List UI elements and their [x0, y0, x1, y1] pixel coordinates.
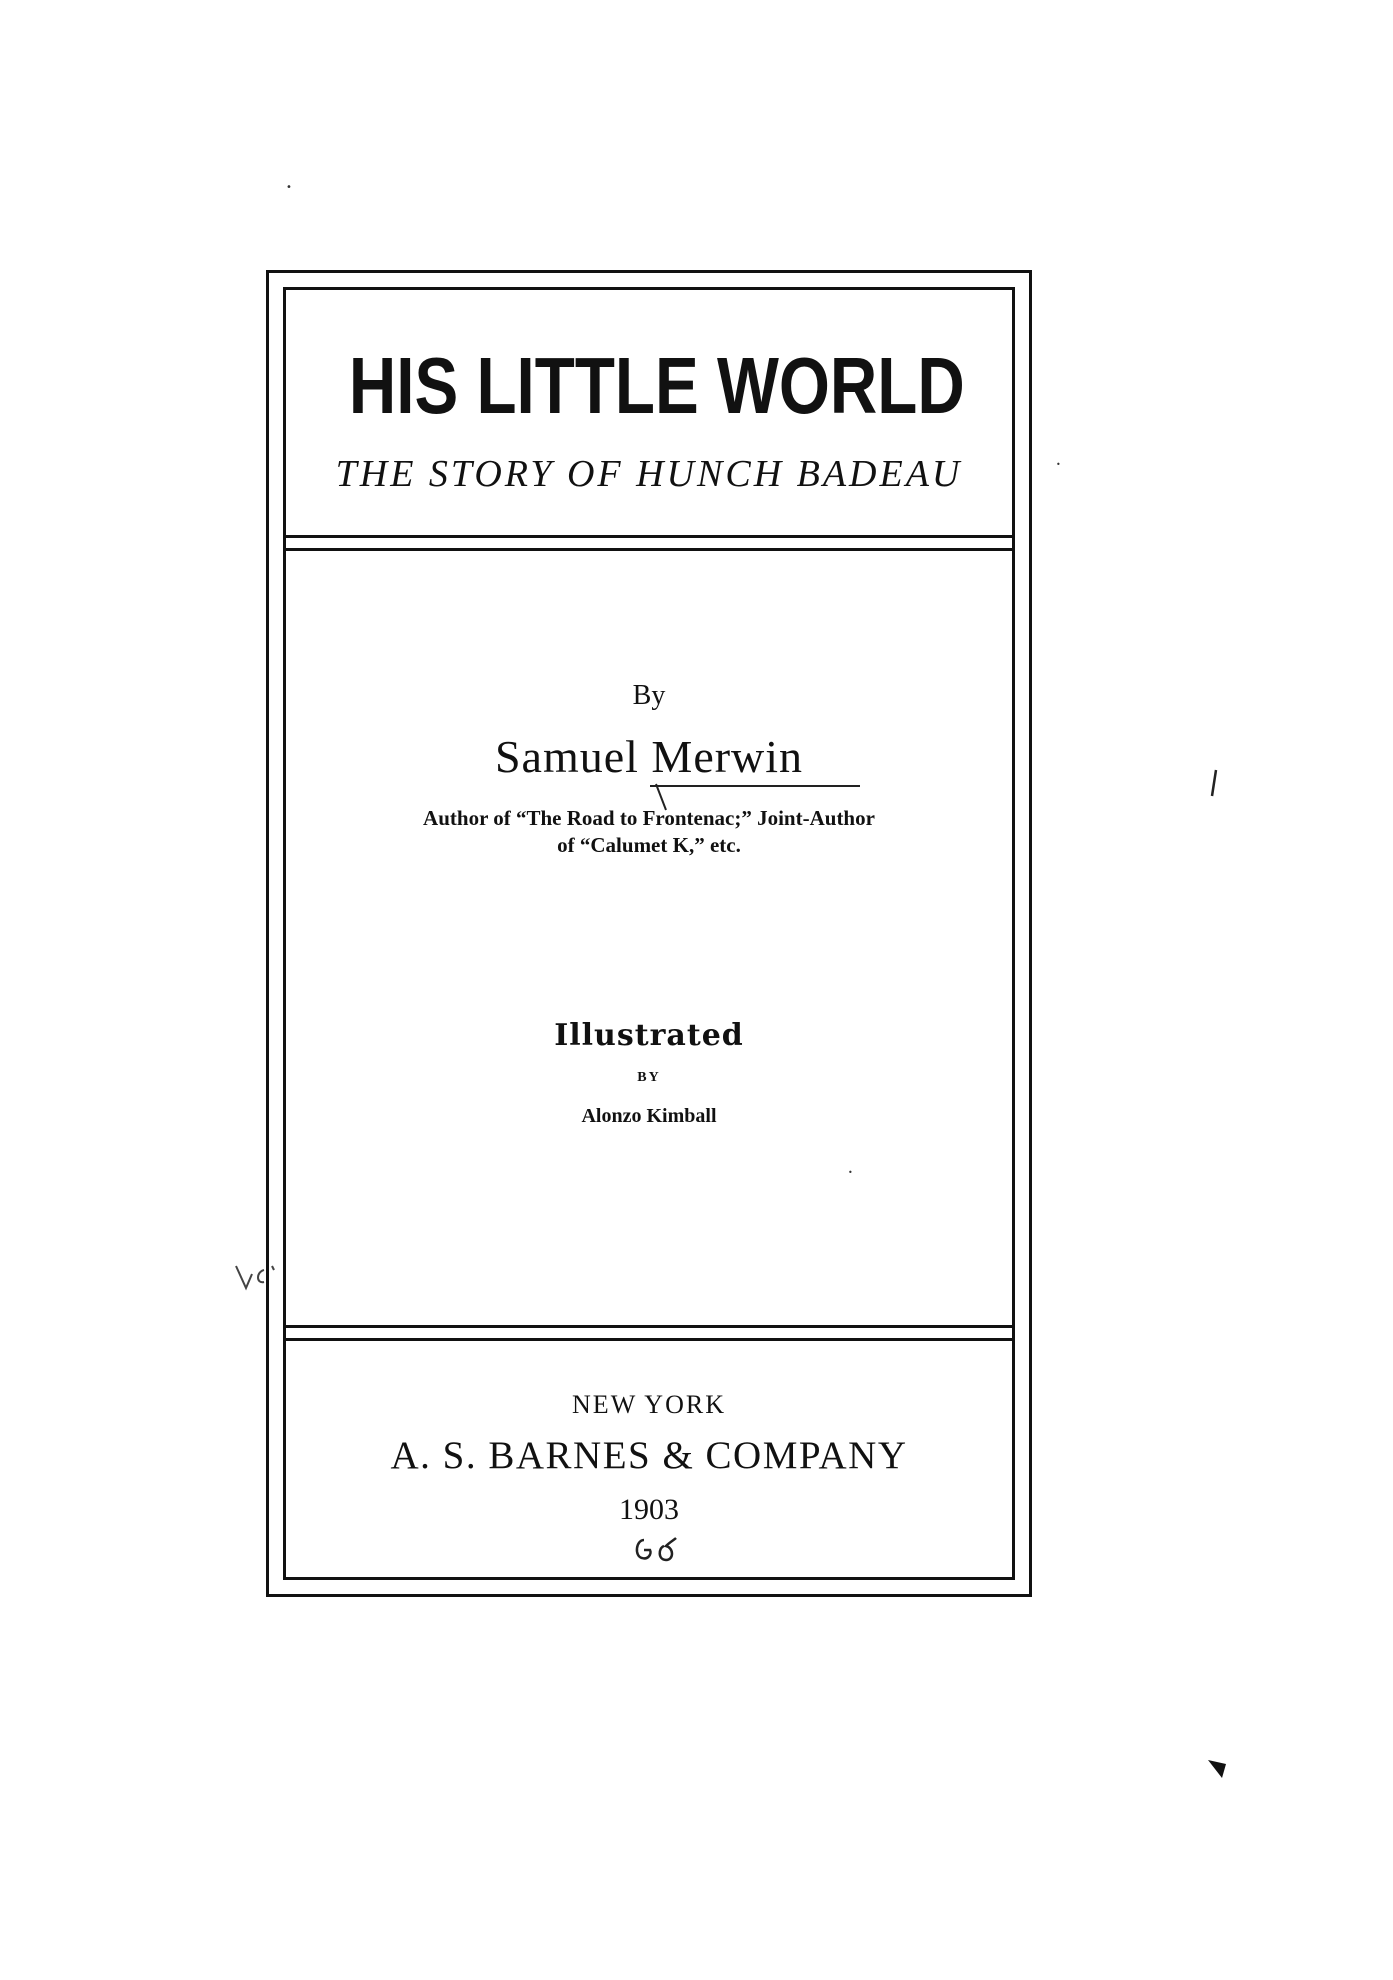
handwritten-mark-left: [232, 1260, 282, 1300]
author-name: Samuel Merwin: [494, 731, 804, 782]
handwritten-note: [630, 1532, 690, 1566]
divider-top-1: [283, 535, 1015, 538]
by-label: By: [632, 680, 666, 711]
corner-mark: [1206, 1758, 1228, 1780]
publication-year: 1903: [619, 1493, 679, 1526]
by-label-small: BY: [637, 1070, 661, 1085]
speck-mark: •: [848, 1168, 853, 1177]
publisher-name: A. S. BARNES & COMPANY: [390, 1434, 908, 1477]
speck-mark: •: [1056, 460, 1061, 469]
author-credits: [283, 805, 1015, 859]
credits-line-1: Author of “The Road to Frontenac;” Joint-Author: [423, 806, 875, 830]
book-subtitle: THE STORY OF HUNCH BADEAU: [335, 453, 963, 495]
annotation-caret: [652, 780, 682, 814]
speck-mark: •: [286, 182, 292, 193]
margin-mark-right: [1208, 768, 1220, 798]
divider-bottom-2: [283, 1338, 1015, 1341]
divider-top-2: [283, 548, 1015, 551]
book-title: HIS LITTLE WORLD: [348, 341, 965, 430]
divider-bottom-1: [283, 1325, 1015, 1328]
illustrated-label: Illustrated: [554, 1018, 744, 1053]
credits-line-2: of “Calumet K,” etc.: [557, 833, 741, 857]
publisher-city: NEW YORK: [572, 1390, 726, 1419]
illustrator-name: Alonzo Kimball: [581, 1105, 717, 1127]
